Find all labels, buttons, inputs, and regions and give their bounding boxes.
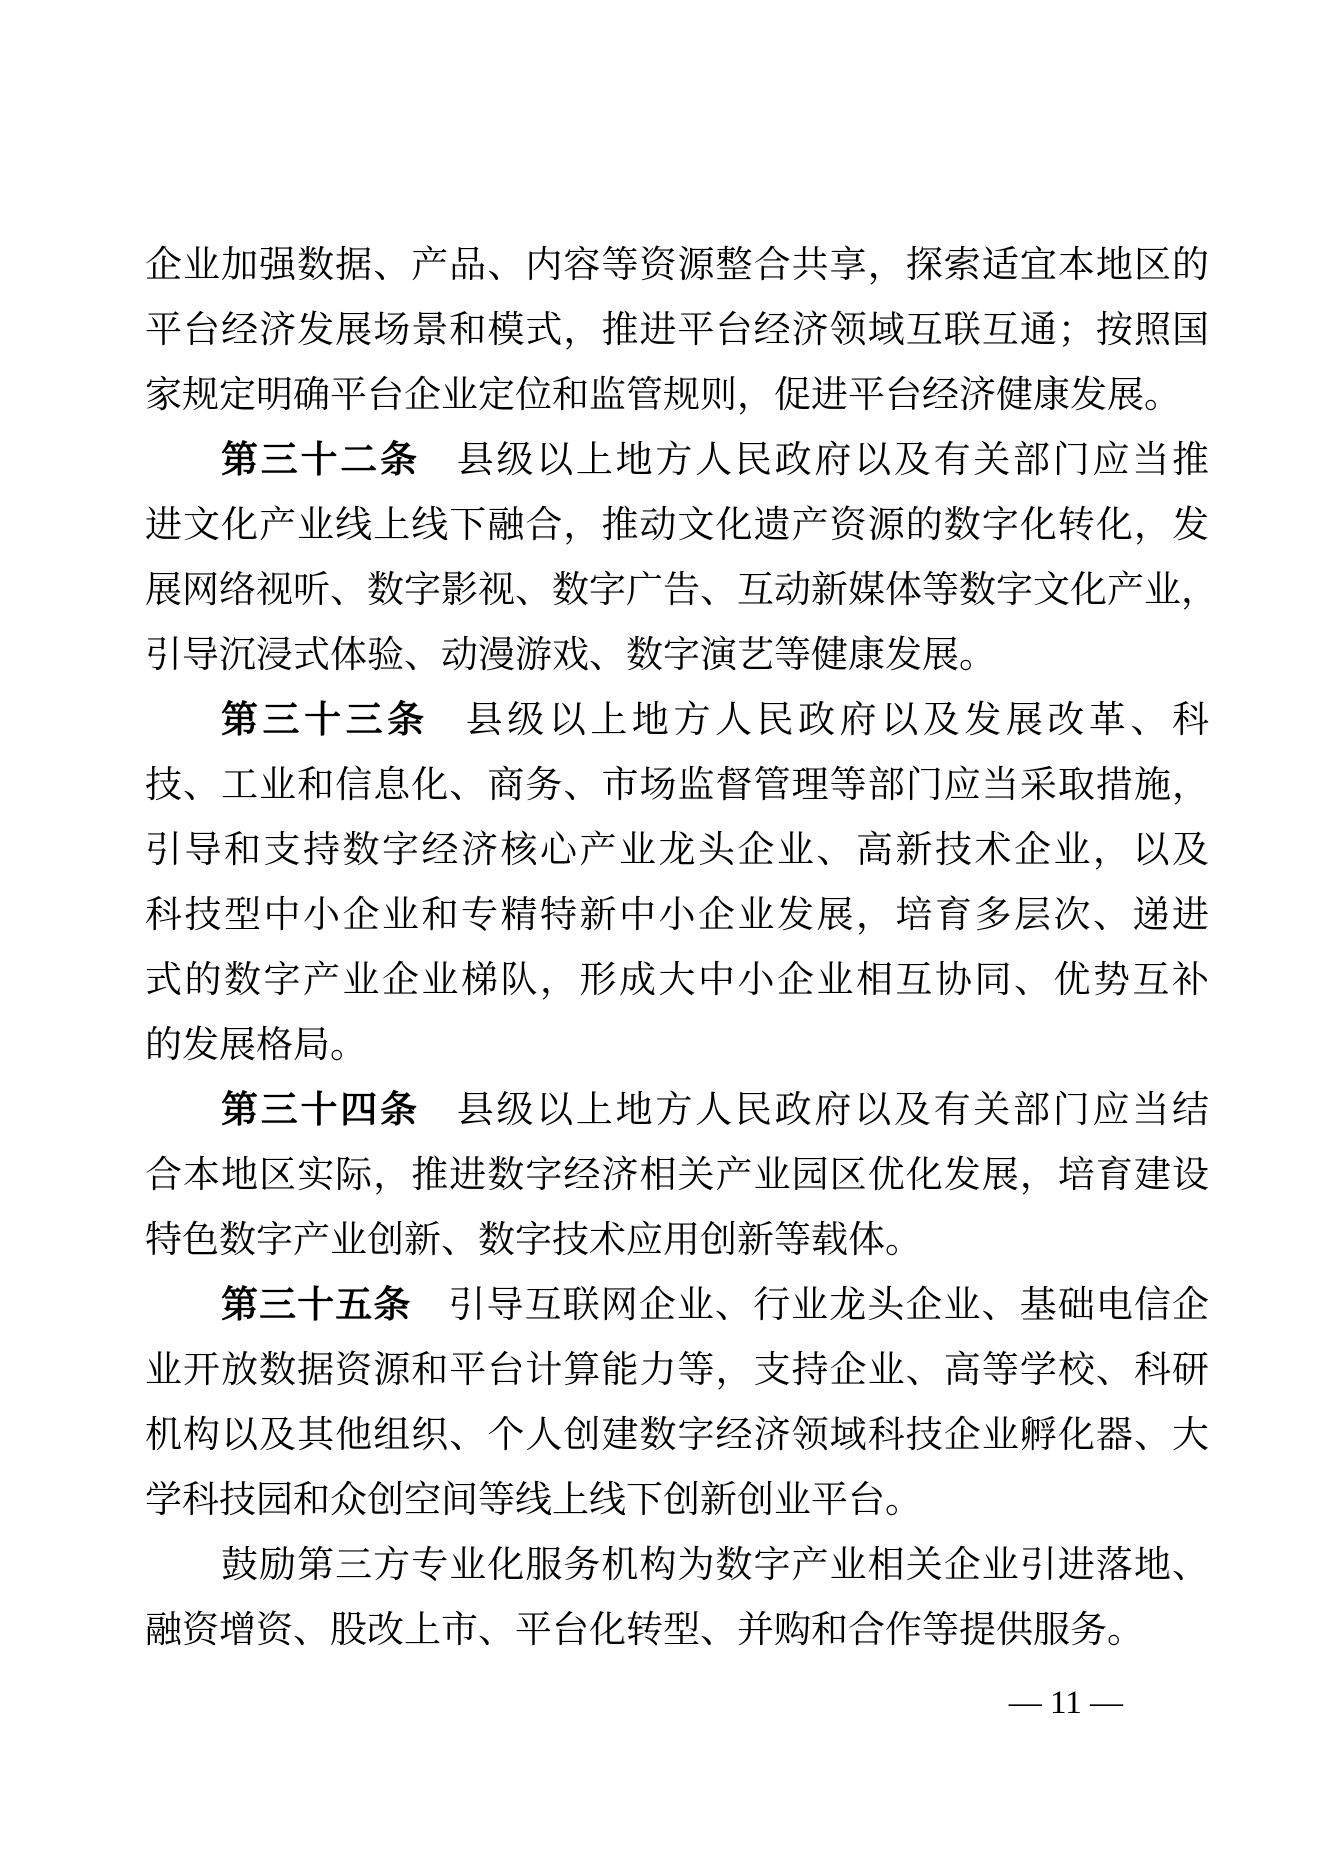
text-line-content: 进文化产业线上线下融合，推动文化遗产资源的数字化转化，发: [145, 505, 1209, 546]
article-number-heading: 第三十二条: [221, 440, 420, 481]
text-line-content: 科技型中小企业和专精特新中小企业发展，培育多层次、递进: [145, 895, 1209, 936]
text-line: [145, 1143, 1209, 1208]
text-line-content: 引导和支持数字经济核心产业龙头企业、高新技术企业，以及: [145, 830, 1209, 871]
text-line: [145, 688, 1209, 753]
article-number-heading: 第三十三条: [221, 700, 429, 741]
text-line: [145, 298, 1209, 363]
text-line: [145, 1403, 1209, 1468]
text-line: [145, 753, 1209, 818]
article-number-heading: 第三十五条: [221, 1285, 412, 1326]
text-line-content: 家规定明确平台企业定位和监管规则，促进平台经济健康发展。: [145, 375, 1181, 416]
text-line: [145, 428, 1209, 493]
text-line-content: 学科技园和众创空间等线上线下创新创业平台。: [145, 1480, 922, 1521]
text-line: [145, 363, 1209, 428]
text-line: [145, 883, 1209, 948]
text-line-content: 特色数字产业创新、数字技术应用创新等载体。: [145, 1220, 922, 1261]
article-number-heading: 第三十四条: [221, 1090, 420, 1131]
text-line: [145, 493, 1209, 558]
text-line: [145, 948, 1209, 1013]
page-number: — 11 —: [1008, 1685, 1123, 1721]
text-line-content: 式的数字产业企业梯队，形成大中小企业相互协同、优势互补: [145, 960, 1209, 1001]
text-line-content: 融资增资、股改上市、平台化转型、并购和合作等提供服务。: [145, 1610, 1144, 1651]
text-line: [145, 623, 1209, 688]
text-line-content: 技、工业和信息化、商务、市场监督管理等部门应当采取措施，: [145, 765, 1209, 806]
text-line: [145, 1208, 1209, 1273]
text-line-content: 县级以上地方人民政府以及有关部门应当结: [456, 1090, 1210, 1131]
text-line-content: 县级以上地方人民政府以及发展改革、科: [465, 700, 1210, 741]
text-line-content: 业开放数据资源和平台计算能力等，支持企业、高等学校、科研: [145, 1350, 1209, 1391]
text-line-content: 平台经济发展场景和模式，推进平台经济领域互联互通；按照国: [145, 310, 1209, 351]
text-line: [145, 233, 1209, 298]
text-line-content: 企业加强数据、产品、内容等资源整合共享，探索适宜本地区的: [145, 245, 1209, 286]
text-line-content: 机构以及其他组织、个人创建数字经济领域科技企业孵化器、大: [145, 1415, 1209, 1456]
text-line: [145, 1598, 1209, 1663]
text-line-content: 合本地区实际，推进数字经济相关产业园区优化发展，培育建设: [145, 1155, 1209, 1196]
document-body: [145, 233, 1218, 1663]
text-line-content: 的发展格局。: [145, 1025, 367, 1066]
text-line-content: 县级以上地方人民政府以及有关部门应当推: [456, 440, 1210, 481]
text-line: [145, 818, 1209, 883]
text-line-content: 引导互联网企业、行业龙头企业、基础电信企: [448, 1285, 1210, 1326]
text-line: [145, 1533, 1209, 1598]
text-line-content: 鼓励第三方专业化服务机构为数字产业相关企业引进落地、: [221, 1545, 1209, 1586]
text-line: [145, 1078, 1209, 1143]
text-line: [145, 1013, 1209, 1078]
text-line-content: 引导沉浸式体验、动漫游戏、数字演艺等健康发展。: [145, 635, 996, 676]
text-line: [145, 1468, 1209, 1533]
text-line: [145, 1273, 1209, 1338]
text-line-content: 展网络视听、数字影视、数字广告、互动新媒体等数字文化产业，: [145, 570, 1218, 611]
text-line: [145, 1338, 1209, 1403]
text-line: [145, 558, 1218, 623]
